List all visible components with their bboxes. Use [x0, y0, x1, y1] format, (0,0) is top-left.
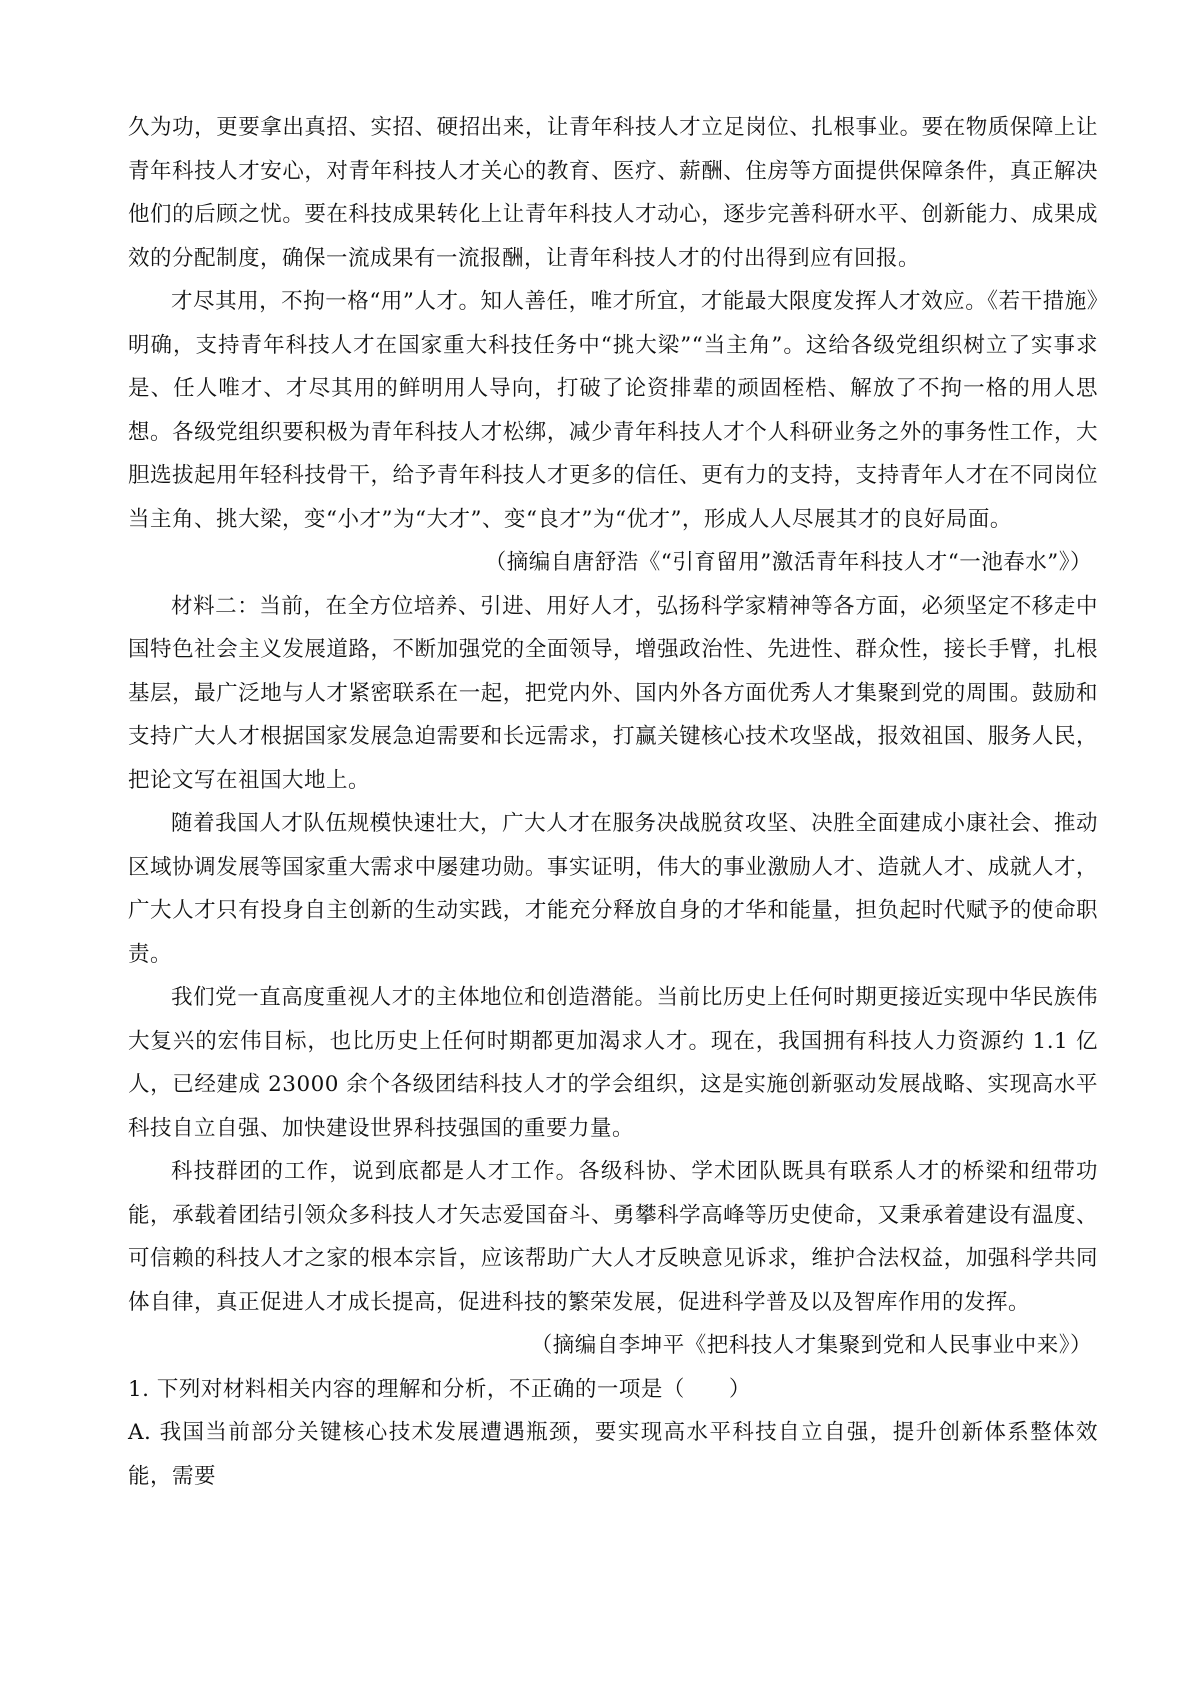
- question-stem: 1. 下列对材料相关内容的理解和分析，不正确的一项是（ ）: [128, 1376, 751, 1402]
- paragraph: 才尽其用，不拘一格“用”人才。知人善任，唯才所宜，才能最大限度发挥人才效应。《若干措施》明确，支持青年科技人才在国家重大科技任务中“挑大梁”“当主角”。这给各级党组织树立了实事求是、任人唯才、才尽其用的鲜明用人导向，打破了论资排辈的顽固桎梏、解放了不拘一格的用人思想。各级党组织要积极为青年科技人才松绑，减少青年科技人才个人科研业务之外的事务性工作，大胆选拔起用年轻科技骨干，给予青年科技人才更多的信任、更有力的支持，支持青年人才在不同岗位当主角、挑大梁，变“小才”为“大才”、变“良才”为“优才”，形成人人尽展其才的良好局面。: [128, 289, 1098, 532]
- paragraph-material-two: 材料二：当前，在全方位培养、引进、用好人才，弘扬科学家精神等各方面，必须坚定不移走中国特色社会主义发展道路，不断加强党的全面领导，增强政治性、先进性、群众性，接长手臂，扎根基层，最广泛地与人才紧密联系在一起，把党内外、国内外各方面优秀人才集聚到党的周围。鼓励和支持广大人才根据国家发展急迫需要和长远需求，打赢关键核心技术攻坚战，报效祖国、服务人民，把论文写在祖国大地上。: [128, 593, 1098, 793]
- answer-option-a: A. 我国当前部分关键核心技术发展遭遇瓶颈，要实现高水平科技自立自强，提升创新体系整体效能，需要: [128, 1420, 1098, 1489]
- paragraph: 随着我国人才队伍规模快速壮大，广大人才在服务决战脱贫攻坚、决胜全面建成小康社会、推动区域协调发展等国家重大需求中屡建功勋。事实证明，伟大的事业激励人才、造就人才、成就人才，广大人才只有投身自主创新的生动实践，才能充分释放自身的才华和能量，担负起时代赋予的使命职责。: [128, 811, 1098, 967]
- document-body: [128, 106, 1098, 1498]
- paragraph-continued: 久为功，更要拿出真招、实招、硬招出来，让青年科技人才立足岗位、扎根事业。要在物质保障上让青年科技人才安心，对青年科技人才关心的教育、医疗、薪酬、住房等方面提供保障条件，真正解决他们的后顾之忧。要在科技成果转化上让青年科技人才动心，逐步完善科研水平、创新能力、成果成效的分配制度，确保一流成果有一流报酬，让青年科技人才的付出得到应有回报。: [128, 115, 1098, 271]
- source-citation: （摘编自唐舒浩《“引育留用”激活青年科技人才“一池春水”》）: [484, 550, 1092, 575]
- source-citation: （摘编自李坤平《把科技人才集聚到党和人民事业中来》）: [530, 1333, 1092, 1358]
- paragraph: 我们党一直高度重视人才的主体地位和创造潜能。当前比历史上任何时期更接近实现中华民族伟大复兴的宏伟目标，也比历史上任何时期都更加渴求人才。现在，我国拥有科技人力资源约 1.1 亿人，已经建成 23000 余个各级团结科技人才的学会组织，这是实施创新驱动发展战略、实现高水平科技自立自强、加快建设世界科技强国的重要力量。: [128, 985, 1098, 1141]
- paragraph: 科技群团的工作，说到底都是人才工作。各级科协、学术团队既具有联系人才的桥梁和纽带功能，承载着团结引领众多科技人才矢志爱国奋斗、勇攀科学高峰等历史使命，又秉承着建设有温度、可信赖的科技人才之家的根本宗旨，应该帮助广大人才反映意见诉求，维护合法权益，加强科学共同体自律，真正促进人才成长提高，促进科技的繁荣发展，促进科学普及以及智库作用的发挥。: [128, 1159, 1098, 1315]
